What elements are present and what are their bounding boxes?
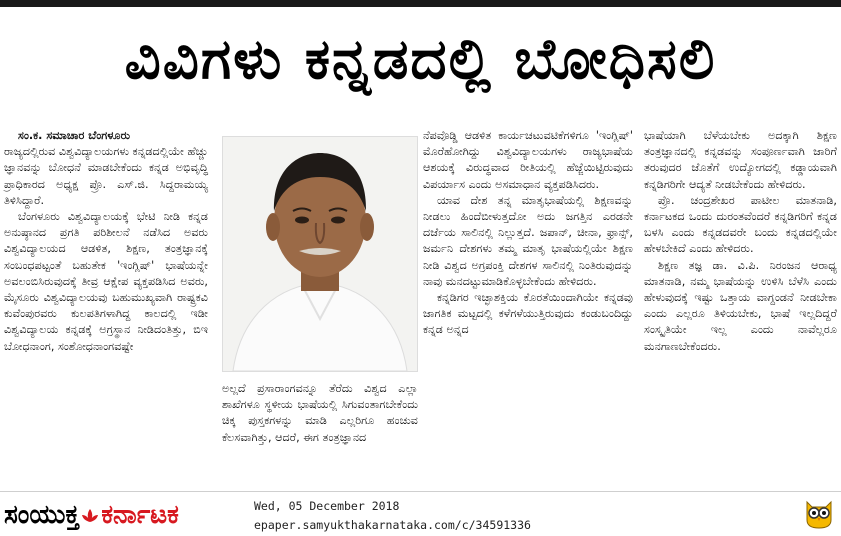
paragraph: ಯಾವ ದೇಶ ತನ್ನ ಮಾತೃಭಾಷೆಯಲ್ಲಿ ಶಿಕ್ಷಣವನ್ನು ನೀಡಲು ಹಿಂದೆಬೀಳುತ್ತದೋ ಅದು ಜಗತ್ತಿನ ಎರಡನೇ ದರ್ಜೆಯ ಸಾಲಿನಲ್ಲಿ ನಿಲ್ಲುತ್ತದೆ. ಜಪಾನ್, ಚೀನಾ, ಫ್ರಾನ್ಸ್, ಜರ್ಮನಿ ದೇಶಗಳು ತಮ್ಮ ಮಾತೃ ಭಾಷೆಯಲ್ಲಿಯೇ ಶಿಕ್ಷಣ ನೀಡಿ ವಿಶ್ವದ ಅಗ್ರಪಂಕ್ತಿ ದೇಶಗಳ ಸಾಲಿನಲ್ಲಿ ನಿಂತಿರುವುದನ್ನು ನಾವು ಮನದಟ್ಟುಮಾಡಿಕೊಳ್ಳಬೇಕೆಂದು ಹೇಳಿದರು. bbox=[423, 193, 633, 288]
paragraph: ಕನ್ನಡಿಗರ ಇಚ್ಛಾಶಕ್ತಿಯ ಕೊರತೆಯಿಂದಾಗಿಯೇ ಕನ್ನಡವು ಜಾಗತಿಕ ಮಟ್ಟದಲ್ಲಿ ಕಳೆಗಳೆಯುತ್ತಿರುವುದು ಕಂಡುಬಂದಿದ್ದು ಕನ್ನಡ ಅನ್ನದ bbox=[423, 291, 633, 337]
paragraph: ರಾಜ್ಯದಲ್ಲಿರುವ ವಿಶ್ವವಿದ್ಯಾಲಯಗಳು ಕನ್ನಡದಲ್ಲಿಯೇ ಹೆಚ್ಚು ಜ್ಞಾನವನ್ನು ಬೋಧನೆ ಮಾಡಬೇಕೆಂದು ಕನ್ನಡ ಅಭಿವೃದ್ಧಿ ಪ್ರಾಧಿಕಾರದ ಅಧ್ಯಕ್ಷ ಪ್ರೊ. ಎಸ್.ಜಿ. ಸಿದ್ದರಾಮಯ್ಯ ತಿಳಿಸಿದ್ದಾರೆ. bbox=[4, 145, 208, 207]
footer-divider bbox=[0, 491, 841, 492]
edition-meta bbox=[254, 497, 531, 535]
article-column-1 bbox=[4, 128, 208, 355]
article-column-3 bbox=[423, 128, 633, 339]
paragraph: ಶಿಕ್ಷಣ ತಜ್ಞ ಡಾ. ವಿ.ಪಿ. ನಿರಂಜನ ಆರಾಧ್ಯ ಮಾತನಾಡಿ, ನಮ್ಮ ಭಾಷೆಯನ್ನು ಉಳಿಸಿ ಬೆಳೆಸಿ ಎಂದು ಹೇಳುವುದಕ್ಕೆ ಇಷ್ಟು ಒತ್ತಾಯ ವಾಗ್ದಂಡನೆ ನೀಡಬೇಕಾ ಎಂದು ಎಲ್ಲರೂ ತಿಳಿಯಬೇಕು, ಭಾಷೆ ಇಲ್ಲದಿದ್ದರೆ ಸಂಸ್ಕೃತಿಯೇ ಇಲ್ಲ ಎಂದು ನಾವೆಲ್ಲರೂ ಮನಗಾಣಬೇಕೆಂದರು. bbox=[644, 258, 837, 353]
owl-icon[interactable] bbox=[803, 496, 835, 534]
logo-text-part1: ಸಂಯುಕ್ತ bbox=[4, 500, 80, 530]
byline: ಸಂ.ಕ. ಸಮಾಚಾರ ಬೆಂಗಳೂರು bbox=[18, 129, 131, 142]
epaper-url[interactable]: epaper.samyukthakarnataka.com/c/34591336 bbox=[254, 518, 531, 532]
paragraph: ಅಲ್ಲದೆ ಪ್ರಸಾರಾಂಗವನ್ನೂ ತೆರೆದು ವಿಶ್ವದ ಎಲ್ಲಾ ಶಾಖೆಗಳೂ ಸ್ಥಳೀಯ ಭಾಷೆಯಲ್ಲಿ ಸಿಗುವಂತಾಗಬೇಕೆಂದು ಚಿಕ್ಕ ಪುಸ್ತಕಗಳನ್ನು ಮಾಡಿ ಎಲ್ಲರಿಗೂ ಹಂಚುವ ಕೆಲಸವಾಗಿತ್ತು, ಆದರೆ, ಈಗ ತಂತ್ರಜ್ಞಾನದ bbox=[222, 382, 418, 444]
paragraph: ಬೆಂಗಳೂರು ವಿಶ್ವವಿದ್ಯಾಲಯಕ್ಕೆ ಭೇಟಿ ನೀಡಿ ಕನ್ನಡ ಅನುಷ್ಠಾನದ ಪ್ರಗತಿ ಪರಿಶೀಲನೆ ನಡೆಸಿದ ಅವರು ವಿಶ್ವವಿದ್ಯಾಲಯದ ಆಡಳಿತ, ಶಿಕ್ಷಣ, ತಂತ್ರಜ್ಞಾನಕ್ಕೆ ಸಂಬಂಧಪಟ್ಟಂತೆ ಬಹುತೇಕ 'ಇಂಗ್ಲಿಷ್' ಭಾಷೆಯನ್ನೇ ಅವಲಂಬಿಸಿರುವುದಕ್ಕೆ ತೀವ್ರ ಆಕ್ಷೇಪ ವ್ಯಕ್ತಪಡಿಸಿದ ಅವರು, ಮೈಸೂರು ವಿಶ್ವವಿದ್ಯಾಲಯವು ಬಹುಮುಖ್ಯವಾಗಿ ರಾಷ್ಟ್ರಕವಿ ಕುವೆಂಪುರವರು ಕುಲಪತಿಗಳಾಗಿದ್ದ ಕಾಲದಲ್ಲಿ ಇಡೀ ವಿಶ್ವವಿದ್ಯಾಲಯ ಕನ್ನಡಕ್ಕೆ ಅಗ್ರಸ್ಥಾನ ನೀಡಿದಂತಿತ್ತು, ಬಿಇ ಬೋಧನಾಂಗ, ಸಂಶೋಧನಾಂಗವಷ್ಟೇ bbox=[4, 210, 208, 353]
headline: ವಿವಿಗಳು ಕನ್ನಡದಲ್ಲಿ ಬೋಧಿಸಲಿ bbox=[124, 27, 717, 92]
edition-date: Wed, 05 December 2018 bbox=[254, 499, 400, 513]
newspaper-logo[interactable] bbox=[4, 500, 179, 531]
top-bar bbox=[0, 0, 841, 7]
article-column-2 bbox=[222, 381, 418, 446]
paragraph: ನೆಪವೊಡ್ಡಿ ಆಡಳಿತ ಕಾರ್ಯಚಟುವಟಿಕೆಗಳಿಗೂ 'ಇಂಗ್ಲಿಷ್' ಮೊರೆಹೋಗಿದ್ದು ವಿಶ್ವವಿದ್ಯಾಲಯಗಳು ರಾಜ್ಯಭಾಷೆಯ ಆಶಯಕ್ಕೆ ವಿರುದ್ಧವಾದ ರೀತಿಯಲ್ಲಿ ಹೆಜ್ಜೆಯಿಟ್ಟಿರುವುದು ವಿಪರ್ಯಾಸ ಎಂದು ಅಸಮಾಧಾನ ವ್ಯಕ್ತಪಡಿಸಿದರು. bbox=[423, 129, 633, 191]
portrait-photo bbox=[222, 136, 418, 372]
logo-text-part2: ಕರ್ನಾಟಕ bbox=[101, 500, 179, 530]
paragraph: ಪ್ರೊ. ಚಂದ್ರಶೇಖರ ಪಾಟೀಲ ಮಾತನಾಡಿ, ಕರ್ನಾಟಕದ ಒಂದು ದುರಂತವೆಂದರೆ ಕನ್ನಡಿಗರಿಗೆ ಕನ್ನಡ ಬಳಸಿ ಎಂದು ಕನ್ನಡದವರೇ ಬಂದು ಕನ್ನಡದಲ್ಲಿಯೇ ಹೇಳಬೇಕಿದೆ ಎಂದು ಹೇಳಿದರು. bbox=[644, 193, 837, 256]
lotus-icon bbox=[81, 501, 99, 531]
paragraph: ಭಾಷೆಯಾಗಿ ಬೆಳೆಯಬೇಕು ಅದಕ್ಕಾಗಿ ಶಿಕ್ಷಣ ತಂತ್ರಜ್ಞಾನದಲ್ಲಿ ಕನ್ನಡವನ್ನು ಸಂಪೂರ್ಣವಾಗಿ ಜಾರಿಗೆ ತರುವುದರ ಜೊತೆಗೆ ಉದ್ಯೋಗದಲ್ಲಿ ಕಡ್ಡಾಯವಾಗಿ ಕನ್ನಡಿಗರಿಗೇ ಆದ್ಯತೆ ನೀಡಬೇಕೆಂದು ಹೇಳಿದರು. bbox=[644, 129, 837, 191]
portrait-illustration bbox=[223, 137, 417, 371]
article-column-4 bbox=[644, 128, 837, 355]
